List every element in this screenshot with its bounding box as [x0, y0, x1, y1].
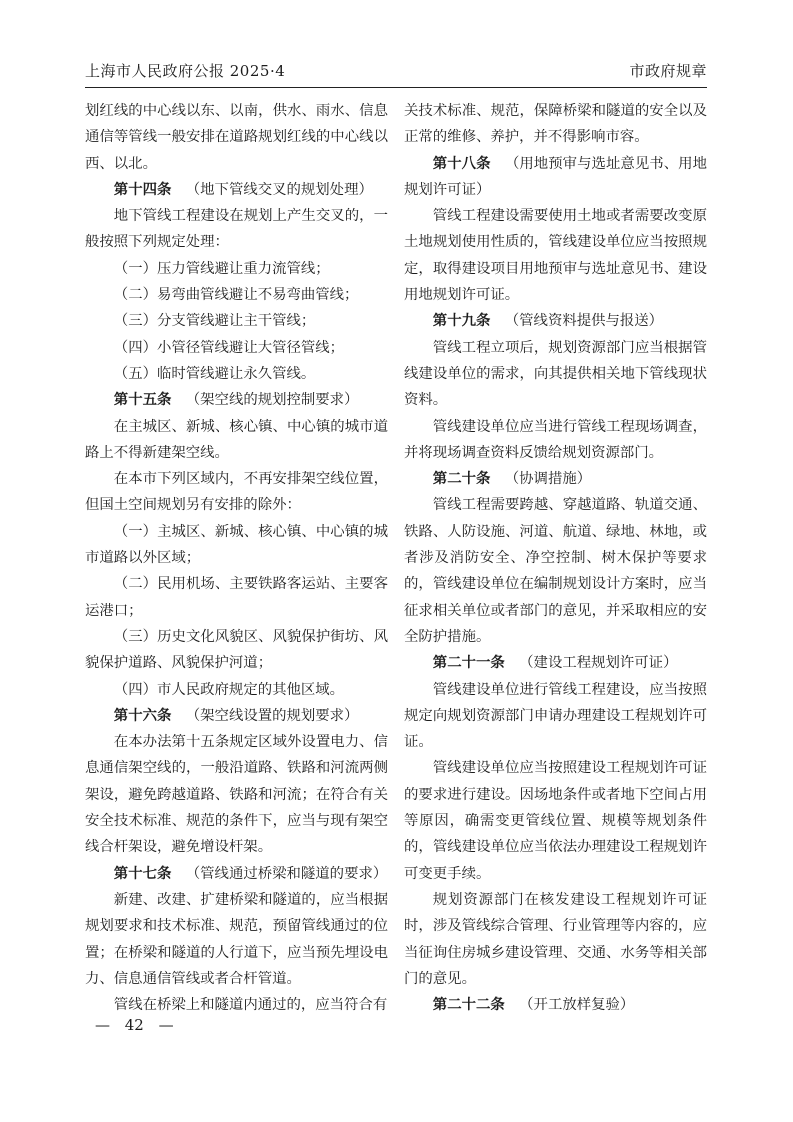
list-item: （一）压力管线避让重力流管线； — [113, 260, 330, 277]
article-number: 第十六条 — [113, 706, 172, 724]
article-heading — [85, 861, 388, 887]
header-rule — [85, 87, 707, 88]
paragraph: 划红线的中心线以东、以南，供水、雨水、信息通信等管线一般安排在道路规划红线的中心线以西、以北。 — [85, 103, 388, 172]
list-item: （三）历史文化风貌区、风貌保护街坊、风貌保护道路、风貌保护河道； — [85, 628, 388, 672]
article-title: （建设工程规划许可证） — [519, 655, 678, 672]
paragraph: 新建、改建、扩建桥梁和隧道的，应当根据规划要求和技术标准、规范，预留管线通过的位置；在桥梁和隧道的人行道下，应当预先埋设电力、信息通信管线或者合杆管道。 — [85, 891, 388, 987]
article-title: （架空线设置的规划要求） — [185, 707, 359, 724]
list-item: （三）分支管线避让主干管线； — [113, 313, 316, 330]
article-title: （协调措施） — [504, 471, 592, 488]
article-heading — [404, 650, 707, 676]
paragraph: 管线建设单位应当进行管线工程现场调查，并将现场调查资料反馈给规划资源部门。 — [404, 418, 707, 461]
article-number: 第二十条 — [432, 470, 491, 488]
article-title: （地下管线交叉的规划处理） — [185, 181, 373, 198]
paragraph: 管线在桥梁上和隧道内通过的，应当符合有 — [113, 997, 388, 1014]
list-item: （四）市人民政府规定的其他区域。 — [113, 681, 345, 698]
document-body — [85, 98, 707, 1018]
list-item: （二）易弯曲管线避让不易弯曲管线； — [113, 287, 359, 304]
paragraph: 管线工程立项后，规划资源部门应当根据管线建设单位的需求，向其提供相关地下管线现状资料。 — [404, 339, 707, 409]
page-number: — 42 — — [95, 1016, 174, 1034]
article-number: 第十四条 — [113, 180, 172, 198]
paragraph: 地下管线工程建设在规划上产生交叉的，一般按照下列规定处理： — [85, 208, 388, 251]
paragraph: 在主城区、新城、核心镇、中心镇的城市道路上不得新建架空线。 — [85, 418, 388, 461]
paragraph: 规划资源部门在核发建设工程规划许可证时，涉及管线综合管理、行业管理等内容的，应当征询住房城乡建设管理、交通、水务等相关部门的意见。 — [404, 891, 707, 987]
page-header — [85, 60, 707, 81]
list-item: （五）临时管线避让永久管线。 — [113, 365, 316, 382]
gazette-title: 上海市人民政府公报 2025·4 — [85, 62, 286, 80]
article-number: 第十九条 — [432, 312, 491, 330]
article-heading — [404, 308, 707, 334]
paragraph: 管线建设单位进行管线工程建设，应当按照规定向规划资源部门申请办理建设工程规划许可证。 — [404, 681, 707, 751]
article-heading — [85, 177, 388, 203]
paragraph: 在本办法第十五条规定区域外设置电力、信息通信架空线的，一般沿道路、铁路和河流两侧架设，避免跨越道路、铁路和河流；在符合有关安全技术标准、规范的条件下，应当与现有架空线合杆架设，避免增设杆架。 — [85, 734, 388, 856]
article-number: 第二十二条 — [432, 996, 505, 1014]
list-item: （一）主城区、新城、核心镇、中心镇的城市道路以外区域； — [85, 523, 388, 567]
article-number: 第二十一条 — [432, 654, 505, 672]
article-title: （用地预审与选址意见书、用地规划许可证） — [404, 155, 707, 198]
article-heading — [404, 992, 707, 1018]
article-number: 第十八条 — [432, 154, 491, 172]
article-title: （管线通过桥梁和隧道的要求） — [185, 865, 388, 882]
paragraph: 管线工程建设需要使用土地或者需要改变原土地规划使用性质的，管线建设单位应当按照规定，取得建设项目用地预审与选址意见书、建设用地规划许可证。 — [404, 208, 707, 304]
article-heading — [85, 387, 388, 413]
article-title: （管线资料提供与报送） — [504, 313, 664, 330]
section-title: 市政府规章 — [629, 62, 707, 80]
paragraph: 关技术标准、规范，保障桥梁和隧道的安全以及正常的维修、养护，并不得影响市容。 — [404, 103, 707, 146]
right-column — [404, 98, 707, 1018]
list-item: （四）小管径管线避让大管径管线； — [113, 339, 345, 356]
article-heading — [404, 151, 707, 204]
article-heading — [85, 703, 388, 729]
list-item: （二）民用机场、主要铁路客运站、主要客运港口； — [85, 576, 388, 619]
article-title: （开工放样复验） — [519, 997, 635, 1014]
paragraph: 管线工程需要跨越、穿越道路、轨道交通、铁路、人防设施、河道、航道、绿地、林地，或者涉及消防安全、净空控制、树木保护等要求的，管线建设单位在编制规划设计方案时，应当征求相关单位或者部门的意见，并采取相应的安全防护措施。 — [404, 497, 707, 645]
article-title: （架空线的规划控制要求） — [185, 392, 359, 409]
paragraph: 管线建设单位应当按照建设工程规划许可证的要求进行建设。因场地条件或者地下空间占用等原因，确需变更管线位置、规模等规划条件的，管线建设单位应当依法办理建设工程规划许可变更手续。 — [404, 760, 707, 882]
article-heading — [404, 466, 707, 492]
article-number: 第十七条 — [113, 864, 172, 882]
paragraph: 在本市下列区域内，不再安排架空线位置，但国土空间规划另有安排的除外： — [85, 471, 388, 514]
article-number: 第十五条 — [113, 391, 172, 409]
left-column — [85, 98, 388, 1018]
